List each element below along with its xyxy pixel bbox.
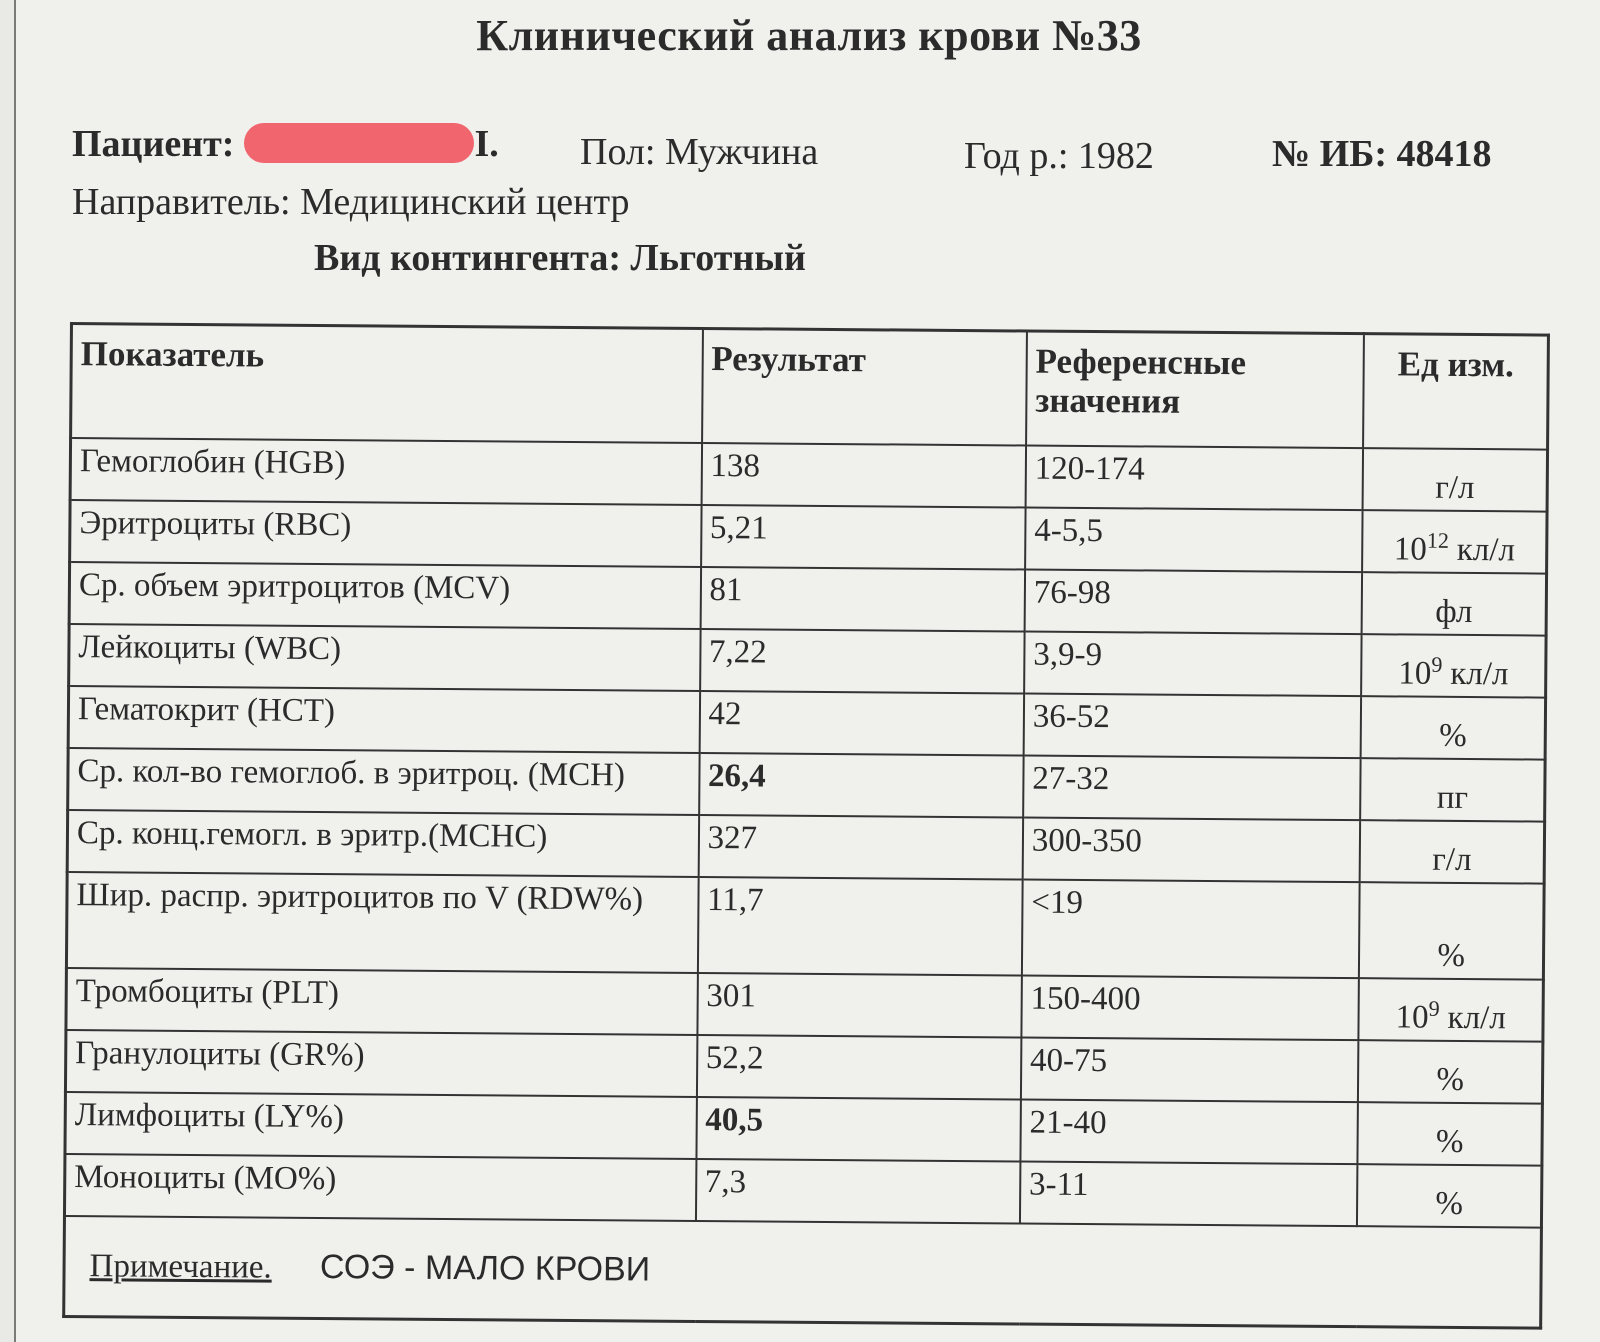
result-value: 42 [699, 691, 1024, 756]
result-value: 40,5 [696, 1097, 1021, 1162]
unit-cell [1361, 696, 1546, 759]
indicator-name: Гранулоциты (GR%) [65, 1030, 697, 1097]
unit-text: фл [1435, 593, 1473, 630]
unit-text: % [1437, 937, 1466, 974]
reference-range: 4-5,5 [1025, 508, 1363, 573]
table-row [66, 872, 1544, 980]
unit-cell [1363, 448, 1548, 511]
result-value: 327 [698, 815, 1023, 880]
unit-cell [1360, 758, 1545, 821]
reference-range: 3,9-9 [1024, 632, 1362, 697]
indicator-name: Шир. распр. эритроцитов по V (RDW%) [66, 872, 698, 973]
result-value: 52,2 [696, 1035, 1021, 1100]
indicator-name: Лейкоциты (WBC) [69, 624, 701, 691]
table-row [65, 1030, 1542, 1104]
redaction-mark [244, 123, 474, 163]
reference-range: 27-32 [1023, 756, 1361, 821]
unit-text: % [1436, 1061, 1465, 1098]
indicator-name: Ср. объем эритроцитов (MCV) [69, 562, 701, 629]
reference-range: 300-350 [1023, 818, 1361, 883]
note-row [64, 1216, 1542, 1328]
header-reference: Референсные значения [1026, 331, 1364, 448]
header-unit: Ед изм. [1363, 334, 1548, 450]
header-indicator: Показатель [71, 324, 703, 443]
table-row [70, 500, 1547, 574]
unit-cell [1357, 1164, 1542, 1227]
result-value: 81 [700, 567, 1025, 632]
unit-text: % [1435, 1123, 1464, 1160]
patient-name-tail: I. [474, 123, 499, 165]
table-row [68, 748, 1545, 822]
referrer: Направитель: Медицинский центр [72, 181, 630, 223]
unit-text: г/л [1435, 469, 1475, 506]
reference-range: 36-52 [1023, 694, 1361, 759]
patient-sex: Пол: Мужчина [580, 131, 819, 173]
unit-exponent: 12 [1426, 527, 1449, 553]
unit-exponent: 9 [1431, 651, 1443, 677]
unit-cell [1362, 572, 1547, 635]
indicator-name: Гематокрит (HCT) [68, 686, 700, 753]
indicator-name: Моноциты (MO%) [64, 1154, 696, 1221]
table-row [66, 968, 1543, 1042]
unit-text: г/л [1432, 841, 1472, 878]
table-row [69, 562, 1546, 636]
table-row [64, 1154, 1541, 1228]
unit-cell [1359, 978, 1544, 1041]
indicator-name: Тромбоциты (PLT) [66, 968, 698, 1035]
indicator-name: Ср. конц.гемогл. в эритр.(MCHC) [67, 810, 699, 877]
reference-range: 40-75 [1021, 1037, 1359, 1102]
unit-text: кл/л [1450, 655, 1509, 693]
header-result: Результат [702, 328, 1027, 445]
table-row [67, 810, 1544, 884]
unit-text: % [1439, 717, 1467, 754]
reference-range: 150-400 [1021, 975, 1359, 1040]
document-sheet [14, 0, 1600, 1342]
note-text: СОЭ - МАЛО КРОВИ [319, 1248, 651, 1289]
indicator-name: Лимфоциты (LY%) [65, 1092, 697, 1159]
patient-birth-year: Год р.: 1982 [964, 135, 1154, 177]
unit-cell [1358, 1040, 1543, 1103]
patient-label: Пациент: [72, 123, 235, 165]
unit-text: пг [1436, 779, 1469, 816]
result-value: 138 [701, 443, 1026, 508]
indicator-name: Гемоглобин (HGB) [70, 438, 702, 505]
unit-cell [1361, 634, 1546, 697]
result-value: 7,3 [696, 1159, 1021, 1224]
page-title: Клинический анализ крови №33 [476, 11, 1142, 60]
result-value: 7,22 [700, 629, 1025, 694]
reference-range: 76-98 [1024, 570, 1362, 635]
record-number: № ИБ: 48418 [1272, 133, 1492, 175]
unit-text: кл/л [1447, 999, 1506, 1037]
reference-range: <19 [1022, 879, 1360, 978]
results-table [62, 322, 1550, 1330]
unit-cell [1362, 510, 1547, 573]
unit-base: 10 [1395, 999, 1429, 1036]
contingent: Вид контингента: Льготный [314, 237, 806, 279]
result-value: 26,4 [699, 753, 1024, 818]
note-label: Примечание. [89, 1248, 272, 1286]
unit-cell [1358, 1102, 1543, 1165]
indicator-name: Ср. кол-во гемоглоб. в эритроц. (MCH) [68, 748, 700, 815]
reference-range: 3-11 [1020, 1161, 1358, 1226]
result-value: 301 [697, 973, 1022, 1038]
reference-range: 21-40 [1020, 1099, 1358, 1164]
table-row [70, 438, 1547, 512]
unit-cell [1359, 882, 1544, 979]
reference-range: 120-174 [1025, 446, 1363, 511]
table-header-row [71, 324, 1549, 450]
table-row [65, 1092, 1542, 1166]
patient-field [72, 122, 499, 167]
result-value: 11,7 [697, 877, 1022, 976]
unit-text: кл/л [1456, 531, 1516, 569]
note-cell [64, 1216, 1542, 1328]
unit-base: 10 [1398, 655, 1432, 692]
unit-cell [1360, 820, 1545, 883]
table-row [68, 686, 1545, 760]
table-row [69, 624, 1546, 698]
unit-base: 10 [1393, 531, 1427, 568]
indicator-name: Эритроциты (RBC) [70, 500, 702, 567]
unit-text: % [1435, 1185, 1464, 1222]
unit-exponent: 9 [1428, 995, 1440, 1021]
result-value: 5,21 [701, 505, 1026, 570]
